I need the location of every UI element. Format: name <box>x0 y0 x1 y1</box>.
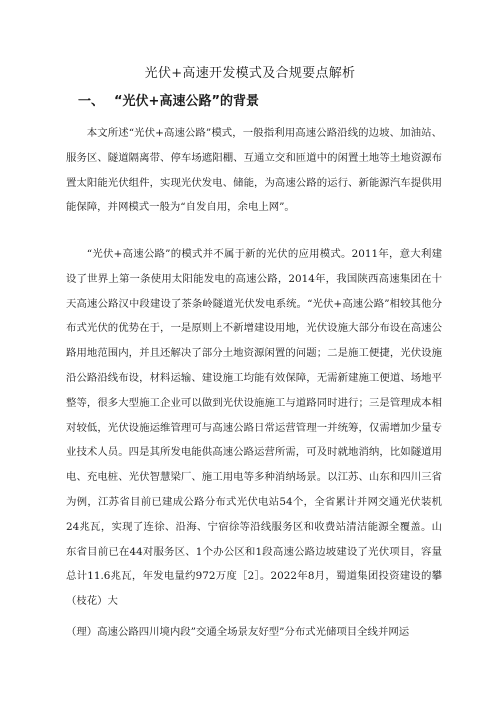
paragraph-background-definition: 本文所述“光伏+高速公路”模式，一般指利用高速公路沿线的边坡、加油站、服务区、隧道隔离带、停车场遮阳棚、互通立交和匝道中的闲置土地等土地资源布置太阳能光伏组件，实现光伏发电、储能，为高速公路的运行、新能源汽车提供用能保障，并网模式一般为“自发自用，余电上网”。 <box>66 127 442 214</box>
paragraph-continuation-line: （理）高速公路四川境内段”交通全场景友好型”分布式光储项目全线并网运 <box>66 626 410 638</box>
section-heading <box>78 94 259 110</box>
section-heading-text: “光伏+高速公路”的背景 <box>114 94 259 109</box>
section-number: 一、 <box>78 94 105 109</box>
document-title: 光伏+高速开发模式及合规要点解析 <box>144 66 356 81</box>
paragraph-history-advantages: “光伏+高速公路”的模式并不属于新的光伏的应用模式。2011年，意大利建设了世界上第一条使用太阳能发电的高速公路，2014年，我国陕西高速集团在十天高速公路汉中段建设了茶条岭隧道光伏发电系统。“光伏+高速公路”相较其他分布式光伏的优势在于，一是原则上不新增建设用地，光伏设施大部分布设在高速公路用地范围内，并且还解决了部分土地资源闲置的问题；二是施工便捷，光伏设施沿公路沿线布设，材料运输、建设施工均能有效保障，无需新建施工便道、场地平整等，很多大型施工企业可以做到光伏设施施工与道路同时进行；三是管理成本相对较低，光伏设施运维管理可与高速公路日常运营管理一并统筹，仅需增加少量专业技术人员。四是其所发电能供高速公路运营所需，可及时就地消纳，比如隧道用电、充电桩、光伏智慧梁厂、施工用电等多种消纳场景。以江苏、山东和四川三省为例，江苏省目前已建成公路分布式光伏电站54个，全省累计并网交通光伏装机24兆瓦，实现了连徐、沿海、宁宿徐等沿线服务区和收费站清洁能源全覆盖。山东省目前已在44对服务区、1个办公区和1段高速公路边坡建设了光伏项目，容量总计11.6兆瓦，年发电量约972万度［2］。2022年8月，蜀道集团投资建设的攀（枝花）大 <box>66 248 442 608</box>
